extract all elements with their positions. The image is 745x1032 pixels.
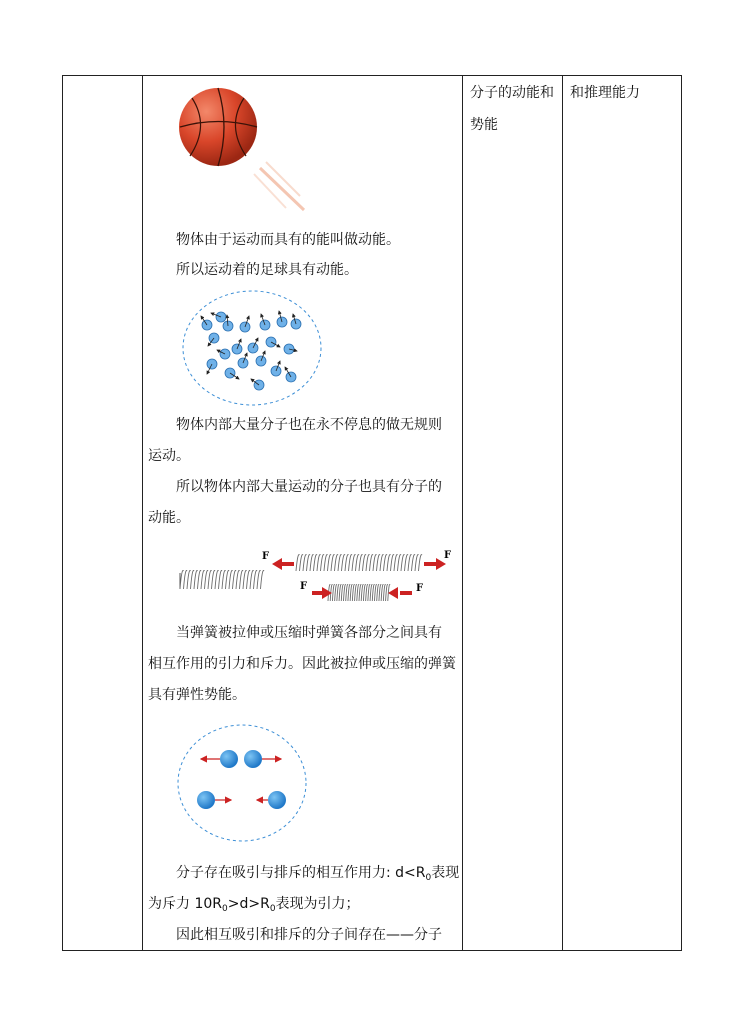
- spring-coil: [387, 555, 391, 571]
- spring-coil: [349, 555, 353, 571]
- spring-coil: [198, 570, 202, 589]
- spring-coil: [208, 570, 212, 589]
- spring-coil: [377, 585, 379, 601]
- force-label-3: F: [300, 581, 308, 592]
- spring-coil: [335, 585, 337, 601]
- spring-coil: [375, 585, 377, 601]
- spring-coil: [381, 585, 383, 601]
- spring-coil: [379, 585, 381, 601]
- spring-coil: [236, 570, 240, 589]
- spring-coil: [240, 570, 244, 589]
- spring-diagram: [176, 545, 462, 609]
- spring-coil: [314, 555, 318, 571]
- spring-coil: [408, 555, 412, 571]
- paragraph-spring-2: 相互作用的引力和斥力。因此被拉伸或压缩的弹簧: [148, 656, 456, 672]
- spring-coil: [229, 570, 233, 589]
- spring-coil: [356, 555, 360, 571]
- column-divider-3: [562, 76, 563, 950]
- spring-coil: [370, 585, 372, 601]
- spring-coil: [366, 555, 370, 571]
- spring-coil: [346, 585, 348, 601]
- spring-coil: [405, 555, 409, 571]
- spring-coil: [368, 585, 370, 601]
- spring-coil: [366, 585, 368, 601]
- paragraph-potential-energy: 因此相互吸引和排斥的分子间存在——分子: [176, 927, 442, 943]
- spring-coil: [341, 585, 343, 601]
- spring-coil: [187, 570, 191, 589]
- spring-coil: [386, 585, 388, 601]
- spring-coil: [415, 555, 419, 571]
- spring-coil: [363, 585, 365, 601]
- spring-coil: [338, 555, 342, 571]
- spring-coil: [337, 585, 339, 601]
- goal-cell: [570, 77, 640, 109]
- molecule-motion-diagram: [181, 289, 323, 407]
- paragraph-molecular-kinetic-2: 动能。: [148, 510, 190, 526]
- spring-coil: [363, 555, 367, 571]
- spring-coil: [247, 570, 251, 589]
- spring-coil: [355, 585, 357, 601]
- spring-coil: [344, 585, 346, 601]
- spring-coil: [373, 555, 377, 571]
- spring-coil: [372, 585, 374, 601]
- spring-coil: [215, 570, 219, 589]
- spring-coil: [184, 570, 188, 589]
- spring-coil: [331, 555, 335, 571]
- spring-coil: [357, 585, 359, 601]
- spring-coil: [254, 570, 258, 589]
- spring-coil: [250, 570, 254, 589]
- force-label-1: F: [262, 551, 270, 562]
- spring-coil: [205, 570, 209, 589]
- basketball-image: [178, 86, 318, 216]
- spring-coil: [303, 555, 307, 571]
- stretched-spring-coils: [296, 555, 422, 571]
- force-text-2b: >d>R: [227, 896, 270, 912]
- subscript-r0-1: 0: [425, 873, 432, 883]
- spring-coil: [342, 555, 346, 571]
- spring-coil: [191, 570, 195, 589]
- spring-coil: [383, 585, 385, 601]
- subscript-r0-2: 0: [222, 904, 228, 914]
- compressed-spring-coils: [328, 585, 390, 601]
- paragraph-molecular-kinetic-1: 所以物体内部大量运动的分子也具有分子的: [176, 479, 442, 495]
- topic-line-1: 分子的动能和: [470, 85, 554, 101]
- paragraph-spring-1: 当弹簧被拉伸或压缩时弹簧各部分之间具有: [176, 625, 442, 641]
- column-divider-2: [462, 76, 463, 950]
- spring-coil: [398, 555, 402, 571]
- spring-coil: [361, 585, 363, 601]
- spring-coil: [222, 570, 226, 589]
- spring-coil: [296, 555, 300, 571]
- force-text-1a: 分子存在吸引与排斥的相互作用力: d<R: [176, 865, 426, 881]
- spring-coil: [212, 570, 216, 589]
- spring-coil: [180, 570, 184, 589]
- paragraph-spring-3: 具有弹性势能。: [148, 687, 246, 703]
- topic-line-2: 势能: [470, 117, 498, 133]
- spring-coil: [339, 585, 341, 601]
- spring-coil: [310, 555, 314, 571]
- spring-coil: [401, 555, 405, 571]
- spring-coil: [419, 555, 423, 571]
- spring-coil: [261, 570, 265, 589]
- spring-coil: [332, 585, 334, 601]
- subscript-r0-3: 0: [269, 904, 276, 914]
- force-label-4: F: [416, 583, 424, 594]
- paragraph-kinetic-energy: 物体由于运动而具有的能叫做动能。: [176, 232, 400, 248]
- spring-coil: [219, 570, 223, 589]
- spring-coil: [394, 555, 398, 571]
- spring-coil: [300, 555, 304, 571]
- spring-coil: [380, 555, 384, 571]
- spring-coil: [391, 555, 395, 571]
- spring-coil: [194, 570, 198, 589]
- spring-coil: [233, 570, 237, 589]
- spring-coil: [377, 555, 381, 571]
- spring-coil: [348, 585, 350, 601]
- spring-coil: [384, 555, 388, 571]
- spring-coil: [352, 585, 354, 601]
- relaxed-spring-coils: [180, 570, 264, 589]
- force-text-2a: 为斥力 10R: [148, 896, 222, 912]
- spring-coil: [226, 570, 230, 589]
- spring-coil: [335, 555, 339, 571]
- topic-cell: [470, 77, 554, 141]
- paragraph-molecule-motion-1: 物体内部大量分子也在永不停息的做无规则: [176, 417, 442, 433]
- spring-coil: [359, 555, 363, 571]
- spring-coil: [370, 555, 374, 571]
- force-label-2: F: [444, 550, 452, 561]
- spring-coil: [359, 585, 361, 601]
- force-text-1b: 表现: [431, 865, 460, 881]
- spring-coil: [345, 555, 349, 571]
- spring-coil: [201, 570, 205, 589]
- spring-coil: [328, 555, 332, 571]
- spring-coil: [352, 555, 356, 571]
- molecular-force-diagram: [177, 724, 309, 844]
- spring-coil: [324, 555, 328, 571]
- force-text-2c: 表现为引力；: [275, 896, 360, 912]
- spring-coil: [257, 570, 261, 589]
- spring-coil: [321, 555, 325, 571]
- paragraph-molecule-motion-2: 运动。: [148, 448, 190, 464]
- spring-coil: [412, 555, 416, 571]
- spring-coil: [243, 570, 247, 589]
- spring-coil: [350, 585, 352, 601]
- column-divider-1: [142, 76, 143, 950]
- spring-coil: [307, 555, 311, 571]
- paragraph-ball-kinetic: 所以运动着的足球具有动能。: [176, 262, 358, 278]
- goal-line-1: 和推理能力: [570, 85, 640, 101]
- spring-coil: [317, 555, 321, 571]
